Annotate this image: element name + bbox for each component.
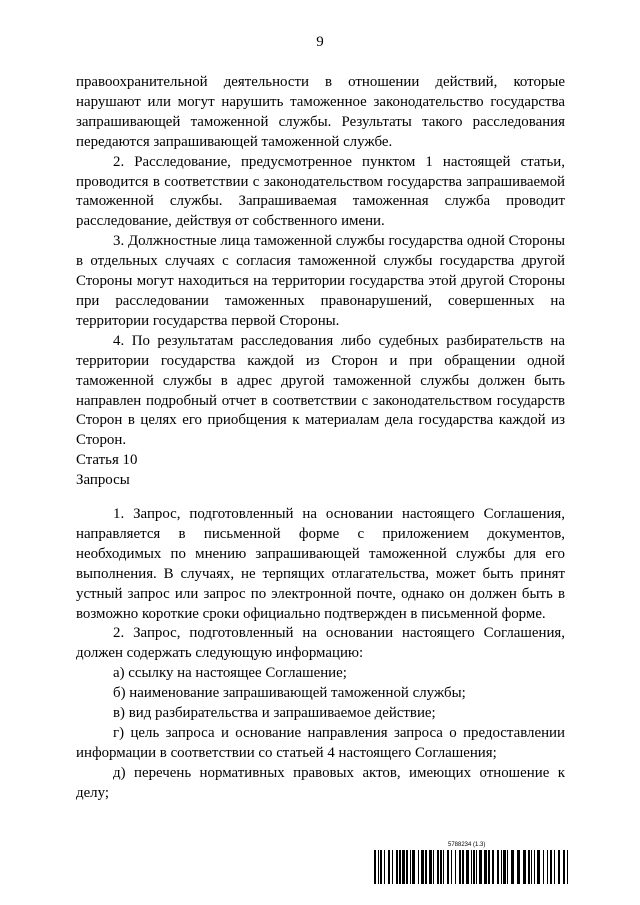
barcode-block <box>374 842 568 884</box>
list-item: в) вид разбирательства и запрашиваемое действие; <box>113 705 436 722</box>
page-number: 9 <box>316 34 324 50</box>
paragraph: правоохранительной деятельности в отношении действий, которые нарушают или могут нарушить таможенное законодательство государства запрашивающей таможенной службы. Результаты такого расследования передаются запрашивающей таможенной службе. <box>76 74 565 150</box>
list-item: а) ссылку на настоящее Соглашение; <box>113 665 347 682</box>
barcode-label: 5788234 (1.3) <box>448 842 486 848</box>
list-item: б) наименование запрашивающей таможенной службы; <box>113 685 466 702</box>
document-body <box>76 73 565 804</box>
paragraph: 1. Запрос, подготовленный на основании настоящего Соглашения, направляется в письменной форме с приложением документов, необходимых по мнению запрашивающей таможенной службы для его выполнения. В случаях, не терпящих отлагательства, может быть принят устный запрос или запрос по электронной почте, однако он должен быть в возможно короткие сроки официально подтвержден в письменной форме. <box>76 506 565 622</box>
list-item: д) перечень нормативных правовых актов, имеющих отношение к делу; <box>76 764 565 801</box>
paragraph: 2. Запрос, подготовленный на основании настоящего Соглашения, должен содержать следующую информацию: <box>76 625 565 662</box>
paragraph: 2. Расследование, предусмотренное пунктом 1 настоящей статьи, проводится в соответствии с законодательством государства запрашиваемой таможенной службы. Запрашиваемая таможенная служба проводит расследование, действуя от собственного имени. <box>76 153 565 230</box>
article-number: Статья 10 <box>76 452 138 469</box>
paragraph: 3. Должностные лица таможенной службы государства одной Стороны в отдельных случаях с согласия таможенной службы государства другой Стороны могут находиться на территории государства этой другой Стороны при расследовании таможенных правонарушений, совершенных на территории государства первой Стороны. <box>76 233 565 329</box>
paragraph: 4. По результатам расследования либо судебных разбирательств на территории государства каждой из Сторон и при обращении одной таможенной службы в адрес другой таможенной службы должен быть направлен подробный отчет в соответствии с законодательством государств Сторон в целях его приобщения к материалам дела государства каждой из Сторон. <box>76 332 565 449</box>
barcode-icon <box>374 850 568 884</box>
article-title: Запросы <box>76 472 130 489</box>
list-item: г) цель запроса и основание направления запроса о предоставлении информации в соответствии со статьей 4 настоящего Соглашения; <box>76 725 565 761</box>
